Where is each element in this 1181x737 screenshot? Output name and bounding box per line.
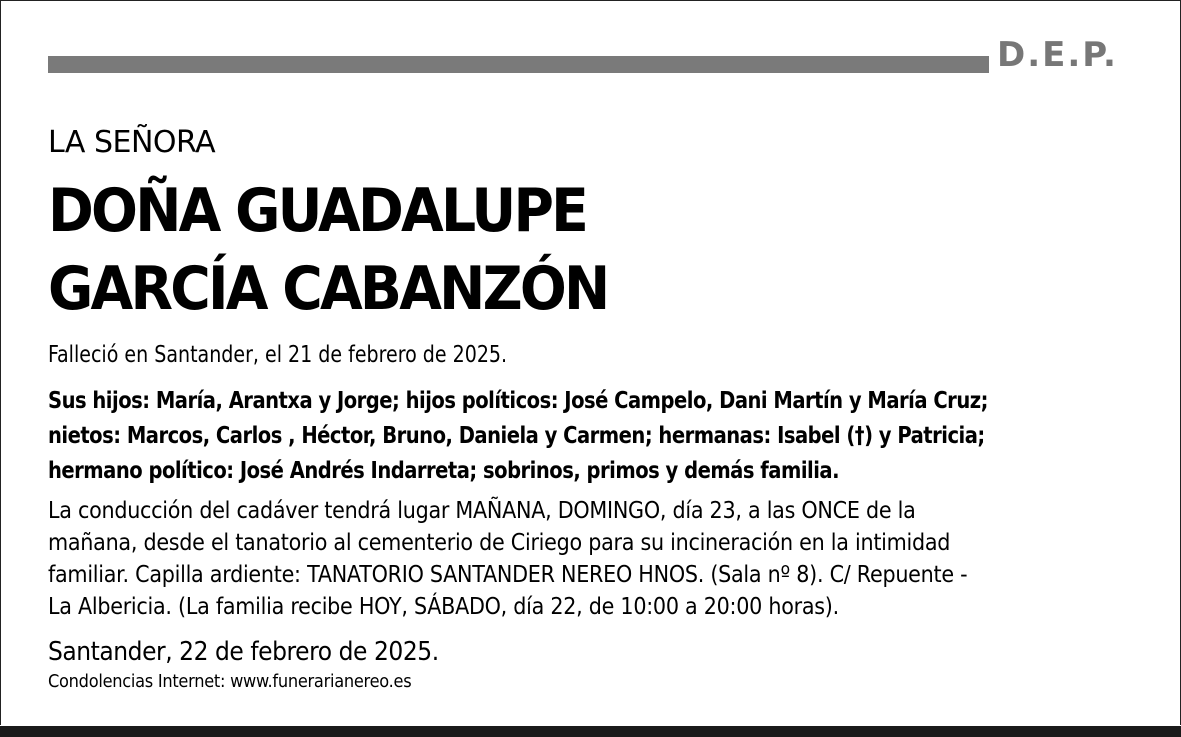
dep-mark: D.E.P. bbox=[997, 35, 1118, 75]
death-statement: Falleció en Santander, el 21 de febrero de 2025. bbox=[48, 342, 508, 368]
header-rule bbox=[48, 56, 989, 73]
honorific: LA SEÑORA bbox=[48, 125, 216, 160]
funeral-line: La conducción del cadáver tendrá lugar MAÑANA, DOMINGO, día 23, a las ONCE de la bbox=[48, 498, 916, 524]
deceased-name-line-2: GARCÍA CABANZÓN bbox=[48, 254, 608, 324]
bottom-rule bbox=[0, 726, 1181, 737]
deceased-name-line-1: DOÑA GUADALUPE bbox=[48, 176, 587, 246]
place-and-date: Santander, 22 de febrero de 2025. bbox=[48, 637, 439, 667]
family-list bbox=[48, 384, 988, 489]
funeral-line: La Albericia. (La familia recibe HOY, SÁBADO, día 22, de 10:00 a 20:00 horas). bbox=[48, 594, 839, 620]
funeral-line: familiar. Capilla ardiente: TANATORIO SANTANDER NEREO HNOS. (Sala nº 8). C/ Repuente - bbox=[48, 562, 968, 588]
funeral-line: mañana, desde el tanatorio al cementerio de Ciriego para su incineración en la intimidad bbox=[48, 530, 951, 556]
funeral-details bbox=[48, 495, 967, 623]
family-line: Sus hijos: María, Arantxa y Jorge; hijos políticos: José Campelo, Dani Martín y María Cruz; bbox=[48, 388, 988, 414]
condolences-link[interactable]: Condolencias Internet: www.funerarianereo.es bbox=[48, 671, 412, 692]
family-line: hermano político: José Andrés Indarreta; sobrinos, primos y demás familia. bbox=[48, 458, 840, 484]
family-line: nietos: Marcos, Carlos , Héctor, Bruno, Daniela y Carmen; hermanas: Isabel (†) y Patricia; bbox=[48, 423, 985, 449]
